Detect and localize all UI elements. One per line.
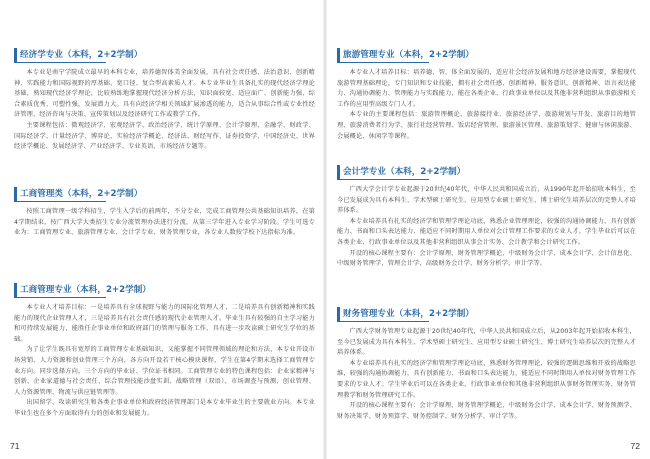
section-paragraph: 广西大学财务管理专业起源于20世纪40年代，中华人民共和国成立后，从2003年起开始招收本科生，至今已发展成为具有本科生、学术型硕士研究生、应用型专业硕士研究生、博士研究生培养层次的完整人才培养体系。 [337, 328, 636, 357]
section-heading: 工商管理专业（本科，2+2学制） [14, 283, 151, 298]
section-paragraph: 出国留学、攻读研究生和各类企事业单位和政府经济管理部门是本专业毕业生的主要就业方向。本专业毕业生也在多个方面取得有力的创业和发展能力。 [14, 399, 315, 417]
page-number: 72 [630, 441, 640, 451]
section-accounting [337, 159, 636, 270]
page-right [325, 0, 650, 459]
section-heading: 工商管理类（本科，2+2学制） [14, 187, 142, 202]
section-paragraph: 本专业培养具有扎实的经济学和管理学理论功底，熟悉财务管理理论，较强的逻辑思维和开放的战略思维，较强的沟通协调能力，具有创新能力、书面和口头表达能力，能适应不同时期用人单位对财务管理工作要求的专业人才。学生毕业后可以在各类企业、行政事业单位和其他非营利组织从事财务管理实务、财务管理教学和财务管理研究工作。 [337, 359, 636, 399]
section-business-admin-major [14, 277, 315, 420]
section-paragraph: 本专业人才培养目标：一是培养具有全球视野与能力的国际化管理人才，二是培养具有创新精神和实践能力的现代企业管理人才，三是培养具有社会责任感的现代企业管理人才。毕业生具有较强的自主学习能力和可持续发展能力，能胜任企事业单位和政府部门的管理与服务工作，具有进一步攻读硕士研究生学位的基础。 [14, 304, 315, 343]
section-paragraph: 开设的核心课程主要有：会计学原理、财务管理学概论、中级财务会计学、成本会计学、财务预测学、财务决策学、财务预算学、财务控制学、财务分析学、审计学等。 [337, 402, 636, 420]
section-paragraph: 广西大学会计学专业起源于20世纪40年代，中华人民共和国成立后，从1990年起开始招收本科生，至今已发展成为具有本科生、学术型硕士研究生、应用型专业硕士研究生、博士研究生培养层次的完整人才培养体系。 [337, 186, 636, 215]
section-tourism [337, 42, 636, 142]
section-business-admin-category [14, 181, 315, 239]
section-paragraph: 本专业的主要课程包括：旅游管理概论、旅游接待业、旅游经济学、旅游规划与开发、旅游目的地管理、旅游消费者行为学、旅行社经营管理、饭店经营管理、旅游景区管理、旅游策划学、健康与休闲旅游、会展概论、休闲学等课程。 [337, 111, 636, 140]
section-paragraph: 按照工商管理一级学科招生，学生入学后的前两年，不分专业，完成工商管理公共基础知识培养，在第4学期结束，按广西大学大类招生专业分流管理办法进行分流，从第三学年进入专业学习阶段。学生可选专业为：工商管理专业、旅游管理专业、会计学专业、财务管理专业，各专业人数按学校下达指标为准。 [14, 208, 315, 237]
section-paragraph: 本专业是南宁学院成立最早的本科专业，培养德智体美全面发展，具有社会责任感、法治意识、创新精神、实践能力和国际视野的厚基础、宽口径、复合型高素质人才。本专业毕业生具备扎实的现代经济学理论基础，熟知现代经济学理论，比较熟练地掌握现代经济分析方法，知识面较宽、适应面广、创新能力强、综合素质优秀、可塑性强，发展潜力大。具有向经济学相关领域扩展渗透的能力，适合从事综合性或专业性经济管理、经济咨询与决策、宣传策划以及经济研究工作或教学工作。 [14, 69, 315, 119]
section-paragraph: 开设的核心课程主要有：会计学原理、财务管理学概论、中级财务会计学、成本会计学、会计信息化、中级财务管理学、管理会计学、高级财务会计学、财务分析学、审计学等。 [337, 249, 636, 268]
section-heading: 经济学专业（本科，2+2学制） [14, 48, 142, 63]
page-number: 71 [10, 441, 20, 451]
section-paragraph: 主要课程包括：微观经济学、宏观经济学、政治经济学、统计学原理、会计学原理、金融学、财政学、国际经济学、计量经济学、博弈论、实验经济学概论、经济法、财经写作、证券投资学、中国经济史、世界经济学概论、发展经济学、产业经济学、专业英语、市场经济专题等。 [14, 121, 315, 151]
section-paragraph: 本专业人才培养目标：培养德、智、体全面发展的，适应社会经济发展和地方经济建设需要，掌握现代旅游管理基础理论，专门知识和专业技能，拥有社会责任感、创新精神、服务意识、创新精神、语言表达能力、沟通协调能力、管理能力与实践能力，能在各类企业、行政事业单位以及其他非营利组织从事旅游相关工作的应用型高级专门人才。 [337, 69, 636, 108]
section-heading: 财务管理专业（本科，2+2学制） [337, 307, 474, 322]
section-paragraph: 本专业培养具有扎实的经济学和管理学理论功底，熟悉企业管理理论，较强的沟通协调能力，具有创新能力、书面和口头表达能力、能适应不同时期用人单位对会计管理工作要求的专业人才。学生毕业后可以在各类企业、行政事业单位以及其他非营利组织从事会计实务、会计教学和会计研究工作。 [337, 217, 636, 246]
section-heading: 会计学专业（本科，2+2学制） [337, 165, 465, 180]
section-economics [14, 42, 315, 153]
section-heading: 旅游管理专业（本科，2+2学制） [337, 48, 474, 63]
section-financial-management [337, 301, 636, 422]
section-paragraph: 为了让学生既具有宽厚的工商管理专业基础知识，又能掌握不同管理领域的理论和方法，本专业开设市场营销、人力资源和创业管理三个方向，各方向开设若干核心模块课程，学生在第4学期末选择工商管理专业方向。同步选择方向，三个方向的毕业证、学位证书相同。工商管理专业的特色课程包括：企业家精神与创新、企业家道德与社会责任、综合管理技能沙盘实训、战略管理（双语）、市场调查与预测、创业管理、人力资源管理、物流与供应链管理等。 [14, 346, 315, 396]
